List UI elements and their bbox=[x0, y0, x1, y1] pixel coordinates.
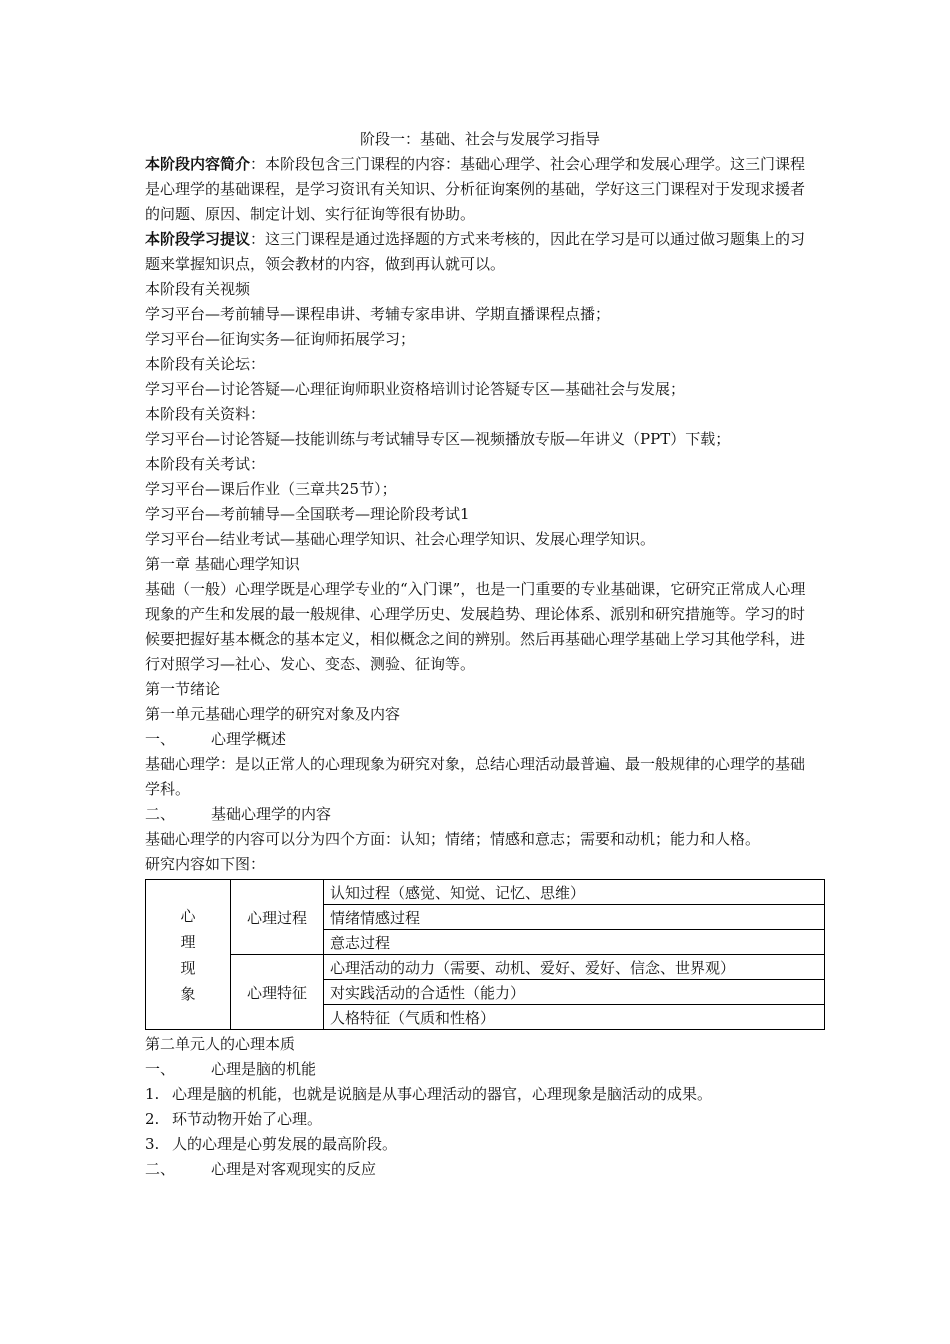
subheading-text: 心理是脑的机能 bbox=[211, 1060, 317, 1078]
subheading-content bbox=[145, 802, 815, 827]
subheading-brain bbox=[145, 1057, 815, 1082]
table-row bbox=[146, 955, 825, 980]
item-cell: 对实践活动的合适性（能力） bbox=[324, 980, 825, 1005]
definition-paragraph: 基础心理学：是以正常人的心理现象为研究对象，总结心理活动最普遍、最一般规律的心理学的基础学科。 bbox=[145, 755, 806, 798]
subheading-number: 二、 bbox=[145, 805, 176, 823]
subheading-text: 心理学概述 bbox=[211, 730, 287, 748]
list-item bbox=[145, 1107, 815, 1132]
list-text: 环节动物开始了心理。 bbox=[172, 1110, 323, 1128]
subheading-reflection bbox=[145, 1157, 815, 1182]
page-title: 阶段一：基础、社会与发展学习指导 bbox=[359, 130, 600, 148]
root-char: 象 bbox=[180, 984, 196, 1003]
subheading-number: 一、 bbox=[145, 1060, 176, 1078]
item-cell: 意志过程 bbox=[324, 930, 825, 955]
unit-heading: 第二单元人的心理本质 bbox=[145, 1035, 296, 1053]
list-text: 人的心理是心剪发展的最高阶段。 bbox=[172, 1135, 398, 1153]
list-item bbox=[145, 1132, 815, 1157]
list-text: 心理是脑的机能，也就是说脑是从事心理活动的器官，心理现象是脑活动的成果。 bbox=[172, 1085, 713, 1103]
group-cell: 心理特征 bbox=[231, 955, 324, 1030]
subheading-number: 一、 bbox=[145, 730, 176, 748]
resource-line: 学习平台—结业考试—基础心理学知识、社会心理学知识、发展心理学知识。 bbox=[145, 530, 656, 548]
root-char: 理 bbox=[180, 932, 196, 951]
advice-label: 本阶段学习提议 bbox=[145, 230, 251, 248]
chapter-heading: 第一章 基础心理学知识 bbox=[145, 555, 300, 573]
table-row bbox=[146, 880, 825, 905]
item-cell: 心理活动的动力（需要、动机、爱好、爱好、信念、世界观） bbox=[324, 955, 825, 980]
content-paragraph: 基础心理学的内容可以分为四个方面：认知；情绪；情感和意志；需要和动机；能力和人格。 bbox=[145, 830, 761, 848]
research-content-table bbox=[145, 879, 825, 1030]
subheading-overview bbox=[145, 727, 815, 752]
resource-line: 学习平台—征询实务—征询师拓展学习； bbox=[145, 330, 416, 348]
root-cell bbox=[146, 880, 231, 1030]
resource-line: 本阶段有关视频 bbox=[145, 280, 251, 298]
resource-line: 学习平台—考前辅导—课程串讲、考辅专家串讲、学期直播课程点播； bbox=[145, 305, 611, 323]
list-number: 1. bbox=[145, 1085, 160, 1103]
document-body bbox=[145, 127, 815, 1182]
intro-paragraph bbox=[145, 152, 815, 227]
resource-line: 本阶段有关资料： bbox=[145, 405, 266, 423]
resource-line: 本阶段有关论坛： bbox=[145, 355, 266, 373]
subheading-number: 二、 bbox=[145, 1160, 176, 1178]
resource-line: 本阶段有关考试： bbox=[145, 455, 266, 473]
chapter-intro-paragraph: 基础（一般）心理学既是心理学专业的“入门课”，也是一门重要的专业基础课，它研究正常成人心理现象的产生和发展的最一般规律、心理学历史、发展趋势、理论体系、派别和研究措施等。学习的时候要把握好基本概念的基本定义，相似概念之间的辨别。然后再基础心理学基础上学习其他学科，进行对照学习—社心、发心、变态、测验、征询等。 bbox=[145, 580, 806, 673]
item-cell: 情绪情感过程 bbox=[324, 905, 825, 930]
resource-line: 学习平台—讨论答疑—技能训练与考试辅导专区—视频播放专版—年讲义（PPT）下载； bbox=[145, 430, 731, 448]
list-item bbox=[145, 1082, 815, 1107]
resource-line: 学习平台—课后作业（三章共25节）； bbox=[145, 480, 397, 498]
group-cell: 心理过程 bbox=[231, 880, 324, 955]
intro-text: ：本阶段包含三门课程的内容：基础心理学、社会心理学和发展心理学。这三门课程是心理学的基础课程，是学习资讯有关知识、分析征询案例的基础，学好这三门课程对于发现求援者的问题、原因、制定计划、实行征询等很有协助。 bbox=[145, 155, 806, 223]
resource-line: 学习平台—考前辅导—全国联考—理论阶段考试1 bbox=[145, 505, 470, 523]
resource-line: 学习平台—讨论答疑—心理征询师职业资格培训讨论答疑专区—基础社会与发展； bbox=[145, 380, 686, 398]
item-cell: 认知过程（感觉、知觉、记忆、思维） bbox=[324, 880, 825, 905]
list-number: 2. bbox=[145, 1110, 160, 1128]
advice-paragraph bbox=[145, 227, 815, 277]
table-caption: 研究内容如下图： bbox=[145, 855, 266, 873]
subheading-text: 心理是对客观现实的反应 bbox=[211, 1160, 377, 1178]
root-char: 现 bbox=[180, 958, 196, 977]
list-number: 3. bbox=[145, 1135, 160, 1153]
item-cell: 人格特征（气质和性格） bbox=[324, 1005, 825, 1030]
unit-heading: 第一单元基础心理学的研究对象及内容 bbox=[145, 705, 401, 723]
subheading-text: 基础心理学的内容 bbox=[211, 805, 332, 823]
advice-text: ：这三门课程是通过选择题的方式来考核的，因此在学习是可以通过做习题集上的习题来掌握知识点，领会教材的内容，做到再认就可以。 bbox=[145, 230, 806, 273]
section-heading: 第一节绪论 bbox=[145, 680, 221, 698]
intro-label: 本阶段内容简介 bbox=[145, 155, 251, 173]
root-char: 心 bbox=[180, 906, 196, 925]
